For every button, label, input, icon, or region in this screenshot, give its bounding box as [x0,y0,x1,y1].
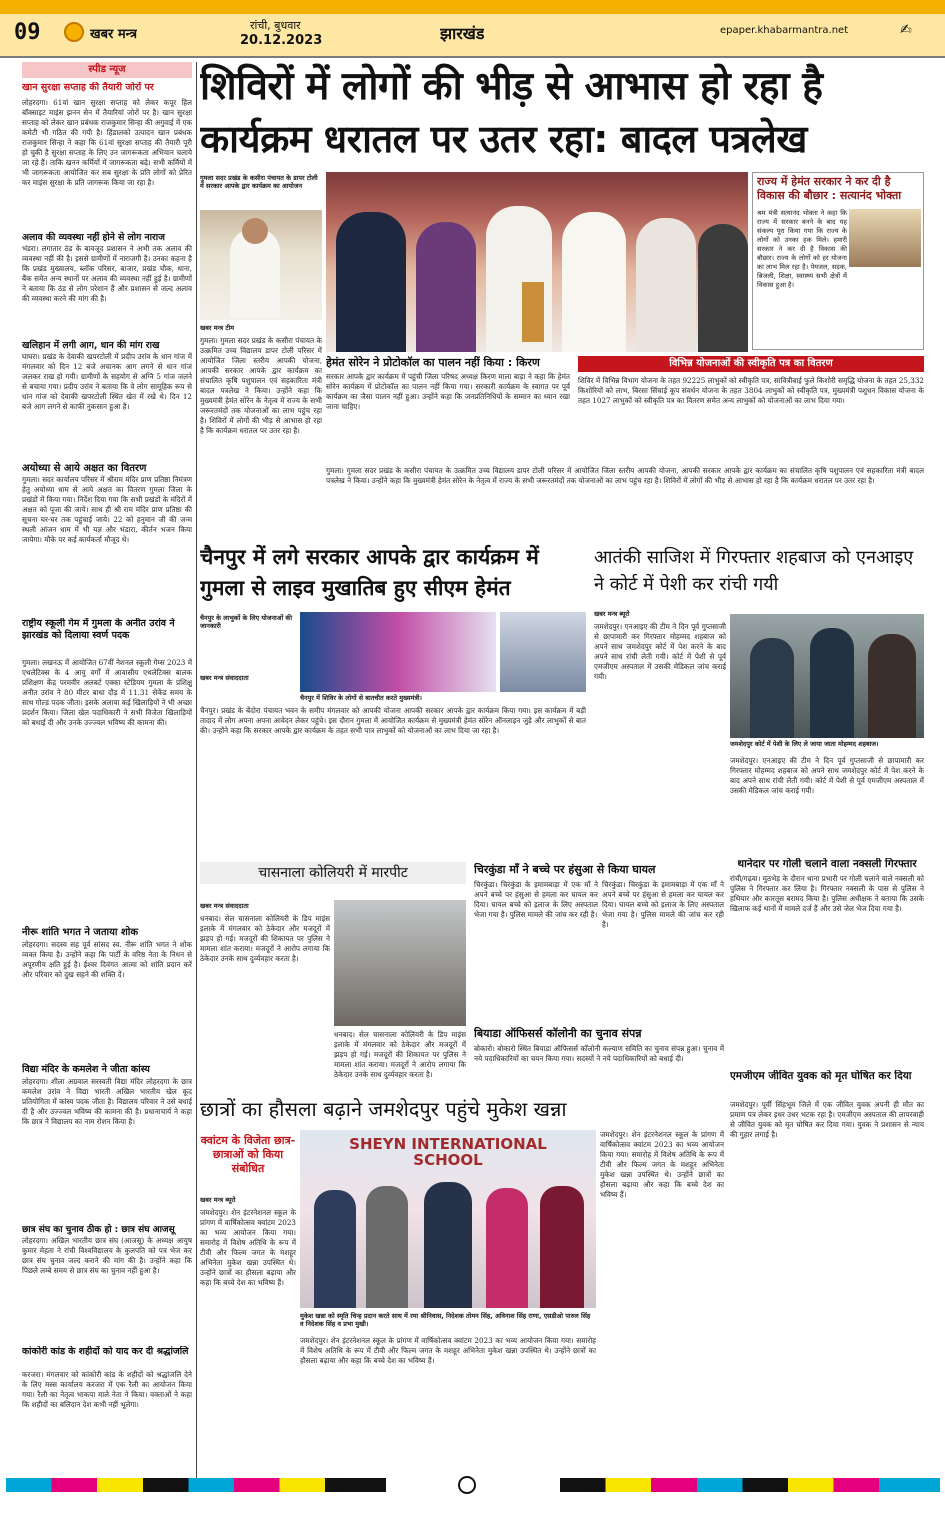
city-day: रांची, बुधवार [250,19,301,32]
bottom-photo [300,1130,596,1308]
kiran-body: सरकार आपके द्वार कार्यक्रम में पहुंची जिला परिषद अध्यक्ष किरण माला बाड़ा ने कहा कि हेमंत सोरेन कार्यक्रम में प्रोटोकॉल का पालन नहीं किया गया। सरकारी कार्यक्रम के स्वागत पर पूर्व कार्यक्रम का जैसा पालन नहीं हुआ। उन्होंने कहा कि जनप्रतिनिधियों के सम्मान का ध्यान रखा जाना चाहिए। [326,372,570,411]
bottom-body-cont: जमशेदपुर। शेन इंटरनेशनल स्कूल के प्रांगण में वार्षिकोत्सव क्वांटम 2023 का भव्य आयोजन किया गया। समारोह में विशेष अतिथि के रूप में टीवी और फिल्म जगत के मशहूर अभिनेता मुकेश खन्ना उपस्थित थे। उन्होंने छात्रों का हौसला बढ़ाया और कहा कि बच्चे देश का भविष्य हैं। [300,1336,596,1365]
brand-logo-icon [64,22,84,42]
story-title: खलिहान में लगी आग, धान की मांग राख [22,340,160,351]
bottom-subhead: क्वांटम के विजेता छात्र-छात्राओं को किया संबोधित [200,1134,296,1175]
footer-color-bar [0,1448,945,1517]
right-box-body: श्रम मंत्री सत्यानंद भोक्ता ने कहा कि राज्य में सरकार बनने के बाद यह संकल्प पूरा किया गया कि राज्य के लोगों को उनका हक मिले। हमारी सरकार ने कर दी है विकास की बौछार। राज्य के लोगों को हर योजना का लाभ मिल रहा है। पेयजल, सड़क, बिजली, शिक्षा, स्वास्थ्य सभी क्षेत्रों में विकास हुआ है। [757,209,847,289]
story-body: लोहरदगा। शीला अग्रवाल सरस्वती विद्या मंदिर लोहरदगा के छात्र कमलेश उरांव ने विद्या भारती अखिल भारतीय खेल कूद प्रतियोगिता में कांस्य पदक जीता है। विद्यालय परिवार ने उसे बधाई दी है और उज्ज्वल भविष्य की कामना की है। प्रधानाचार्य ने कहा कि छात्र ने विद्यालय का नाम रोशन किया है। [22,1077,192,1126]
story-title: कांकोरी कांड के शहीदों को याद कर दी श्रद्धांजलि [22,1346,189,1357]
story-title: अलाव की व्यवस्था नहीं होने से लोग नाराज [22,232,165,243]
chainpur-caption2: चैनपुर में शिविर के लोगों से बातचीत करते मुख्यमंत्री। [300,694,422,702]
story-body: करजरा। मंगलवार को कांकोरी कांड के शहीदों को श्रद्धांजलि देने के लिए मस्स कार्यालय करजरा में एक रैली का आयोजन किया गया। रैली का नेतृत्व भाकपा माले नेता ने किया। वक्ताओं ने कहा कि शहीदों का बलिदान देश कभी नहीं भूलेगा। [22,1370,192,1409]
story-title: विद्या मंदिर के कमलेश ने जीता कांस्य [22,1064,150,1075]
bottom-body: जमशेदपुर। शेन इंटरनेशनल स्कूल के प्रांगण में वार्षिकोत्सव क्वांटम 2023 का भव्य आयोजन किया गया। समारोह में विशेष अतिथि के रूप में टीवी और फिल्म जगत के मशहूर अभिनेता मुकेश खन्ना उपस्थित थे। उन्होंने छात्रों का हौसला बढ़ाया और कहा कि बच्चे देश का भविष्य हैं। [200,1208,296,1287]
naxal-title: थानेदार पर गोली चलाने वाला नक्सली गिरफ्तार [737,858,917,870]
biada-body: बोकारो। बोकारो स्थित बियाडा ऑफिसर्स कॉलोनी कल्याण समिति का चुनाव संपन्न हुआ। चुनाव में नये पदाधिकारियों का चयन किया गया। सदस्यों ने नये पदाधिकारियों को बधाई दी। [474,1044,724,1063]
story-title: राष्ट्रीय स्कूली गेम में गुमला के अनीत उरांव ने झारखंड को दिलाया स्वर्ण पदक [22,618,175,641]
kiran-title: हेमंत सोरेन ने प्रोटोकॉल का पालन नहीं किया : किरण [326,356,540,369]
main-event-photo [326,172,748,352]
bottom-photo-caption: मुकेश खन्ना को स्मृति चिन्ह प्रदान करते साथ में रमा श्रीनिवास, निदेशक तोमन सिंह, अविनाश सिंह राणा, एसडीओ पारुल सिंह व निदेशक सिंह व प्रभा मुखी। [300,1312,591,1328]
header-top-rule [0,0,945,14]
section-title: झारखंड [440,24,485,43]
story-body: घाघरा। प्रखंड के देवाकी खपरटोली में प्रदीप उरांव के धान गांज में मंगलवार को दिन 12 बजे अचानक आग लगने से धान गांज जलकर राख हो गयी। ग्रामीणों के सहयोग से अग्नि 5 गांज जलने से बचाया गया। प्रदीप उरांव ने बताया कि वे लोग सामूहिक रूप से धान गांज को देवाकी खपरटोली स्थित खेत में रखे थे। दिन 12 बजे आग लगने से काफी नुकसान हुआ है। [22,352,192,411]
right-box-photo [849,209,921,267]
amg-body: जमशेदपुर। पूर्वी सिंहभूम जिले में एक जीवित युवक अपनी ही मौत का प्रमाण पत्र लेकर इधर उधर भटक रहा है। एमजीएम अस्पताल की लापरवाही से जीवित युवक को मृत घोषित कर दिया गया। युवक ने प्रशासन से न्याय की गुहार लगाई है। [730,1100,924,1139]
story-body: गुमला। लखनऊ में आयोजित 67वीं नेशनल स्कूली गेम्स 2023 में एथलेटिक्स के 4 आयु वर्गों में आवासीय एथलेटिक्स बालक प्रशिक्षण केंद्र परमवीर अलबर्ट एक्का स्टेडियम गुमला के प्रशिक्षु अनीत उरांव ने 80 मीटर बाधा दौड़ में 11.31 सेकेंड समय के साथ गोल्ड पदक जीता। इसके अलावा कई खिलाड़ियों ने भी अच्छा प्रदर्शन किया। जिला खेल पदाधिकारी ने सभी विजेता खिलाड़ियों को बधाई दी और उनके उज्ज्वल भविष्य की कामना की। [22,658,192,727]
bottom-dateline: खबर मन्त्र ब्यूरो [200,1196,236,1204]
chainpur-body: चैनपुर। प्रखंड के बेंदोरा पंचायत भवन के समीप मंगलवार को आपकी योजना आपकी सरकार आपके द्वार कार्यक्रम किया गया। इस कार्यक्रम में बड़ी तादाद में लोग अपना अपना आवेदन लेकर पहुंचे। इस दौरान गुमला में आयोजित कार्यक्रम से मुख्यमंत्री हेमंत सोरेन ऑनलाइन जुड़े और लाभुकों से बात की। उन्होंने कहा कि सरकार आपके द्वार कार्यक्रम के तहत सभी पात्र लाभुकों को योजनाओं का लाभ दिया जा रहा है। [200,706,586,735]
story-title: खान सुरक्षा सप्ताह की तैयारी जोरों पर [22,82,154,93]
chainpur-photo [300,612,496,692]
terror-body-cont: जमशेदपुर। एनआइए की टीम ने दिन पूर्व गुप्तसाजी से छापामारी कर गिरफ्तार मोहम्मद शहबाज को अपने साथ जमशेदपुर कोर्ट में पेश करने के बाद अपने साथ रांची लेती गयी। कोर्ट में पेशी से पूर्व एमजीएम अस्पताल में उसकी मेडिकल जांच कराई गयी। [730,756,924,795]
header-bottom-rule [0,56,945,58]
story-body: लोहरदगा। 61वां खान सुरक्षा सप्ताह को लेकर कपूर हिल बॉक्साइट माइंस झनन सेन में तैयारियां जोरों पर है। खान सुरक्षा सप्ताह को लेकर खान प्रबंधक राजकुमार सिन्हा की अगुवाई में एक कमेटी भी गठित की गयी है। हिंडालको उत्पादन खान प्रबंधक राजकुमार सिन्हा ने कहा कि 61वां सुरक्षा सप्ताह की तैयारी पूरी हो चुकी है सुरक्षा सप्ताह के लिए उन जागरूकता अभियान चलाये जा रहे हैं। ताकि खनन कर्मियों में जागरूकता बढ़े। सभी कर्मियों में भी जागरूकता आयोजित कर सब सुरक्षा के प्रति लोगों को प्रेरित कर माइंस सुरक्षा के प्रति जागरूक किया जा रहा है। [22,98,192,187]
inset-photo [200,210,322,320]
chasnala-photo [334,900,466,1026]
left-column [22,62,192,1492]
main-continued-body: गुमला। गुमला सदर प्रखंड के कसीरा पंचायत के उत्क्रमित उच्च विद्यालय डापर टोली परिसर में आयोजित जिला स्तरीय आपकी योजना, आपकी सरकार आपके द्वार कार्यक्रम का संचालित कृषि पशुपालन एवं सहकारिता मंत्री बादल पत्रलेख ने किया। उन्होंने कहा कि मुख्यमंत्री हेमंत सोरेन के नेतृत्व में राज्य के सभी जरूरतमंदों तक योजनाओं का लाभ पहुंच रहा है। शिविरों में लोगों की भीड़ से आभास हो रहा है कि कार्यक्रम धरातल पर उतर रहा है। [326,466,924,485]
chainpur-photo2 [500,612,586,692]
header [0,0,945,56]
cursor-icon: ✍ [900,22,912,38]
story-body: लोहरदगा। सदस्य सह पूर्व सांसद स्व. नीरू शांति भगत ने शोक व्यक्त किया है। उन्होंने कहा कि पार्टी के वरिष्ठ नेता के निधन से अपूरणीय क्षति हुई है। ईश्वर दिवंगत आत्मा को शांति प्रदान करें और परिवार को दुख सहने की शक्ति दें। [22,940,192,979]
inset-caption: गुमला सदर प्रखंड के कसीरा पंचायत के डापर टोली में सरकार आपके द्वार कार्यक्रम का आयोजन [200,174,318,190]
terror-headline: आतंकी साजिश में गिरफ्तार शहबाज को एनआइए ने कोर्ट में पेशी कर रांची गयी [594,547,914,595]
page-number: 09 [14,20,41,45]
story-body: भंडरा। लगातार ठंड के बावजूद प्रशासन ने अभी तक अलाव की व्यवस्था नहीं की है। इससे ग्रामीणों में नाराजगी है। उनका कहना है कि प्रखंड मुख्यालय, ब्लॉक परिसर, बाजार, प्रखंड चौक, थाना, बैंक समेत अन्य स्थानों पर अलाव की व्यवस्था नहीं हुई है। ग्रामीणों ने बताया कि ठंड से लोग परेशान हैं और प्रशासन से जल्द अलाव की व्यवस्था करने की मांग की है। [22,244,192,303]
main-headline-line2: कार्यक्रम धरातल पर उतर रहा: बादल पत्रलेख [200,117,807,161]
chasnala-body: धनबाद। सेल चासनाला कोलियरी के डिप माइंस इलाके में मंगलवार को ठेकेदार और मजदूरों में झड़प हो गई। मजदूरों की शिकायत पर पुलिस ने मामला शांत कराया। मजदूरों ने आरोप लगाया कि ठेकेदार उनके साथ दुर्व्यवहार करता है। [200,914,330,963]
main-headline-line1: शिविरों में लोगों की भीड़ से आभास हो रहा है [200,64,823,109]
terror-dateline: खबर मन्त्र ब्यूरो [594,610,630,618]
biada-title: बियाडा ऑफिसर्स कॉलोनी का चुनाव संपन्न [474,1027,642,1040]
registration-mark-icon [458,1476,476,1494]
chirkunda-body: चिरकुंडा। चिरकुंडा के इमामबाड़ा में एक माँ ने अपने बच्चे पर हंसुआ से हमला कर घायल कर दिया। घायल बच्चे को इलाज के लिए अस्पताल भेजा गया है। पुलिस मामले की जांच कर रही है। [474,880,598,919]
chirkunda-title: चिरकुंडा माँ ने बच्चे पर हंसुआ से किया घायल [474,863,656,876]
chasnala-body-cont: धनबाद। सेल चासनाला कोलियरी के डिप माइंस इलाके में मंगलवार को ठेकेदार और मजदूरों में झड़प हो गई। मजदूरों की शिकायत पर पुलिस ने मामला शांत कराया। मजदूरों ने आरोप लगाया कि ठेकेदार उनके साथ दुर्व्यवहार करता है। [334,1030,466,1079]
story-title: छात्र संघ का चुनाव ठीक हो : छात्र संघ आजसू [22,1225,175,1235]
bottom-headline: छात्रों का हौसला बढ़ाने जमशेदपुर पहुंचे मुकेश खन्ना [200,1097,567,1121]
issue-date: 20.12.2023 [240,33,323,48]
chasnala-dateline: खबर मन्त्र संवाददाता [200,902,249,910]
scheme-body: शिविर में विभिन्न विभाग योजना के तहत 92225 लाभुकों को स्वीकृति पत्र, सावित्रीबाई फुले किशोरी समृद्धि योजना के तहत 25,332 किशोरियों को लाभ, बिरसा सिंचाई कूप संवर्धन योजना के तहत 3804 लाभुकों को स्वीकृति पत्र, मुख्यमंत्री पशुधन विकास योजना के तहत 1027 लाभुकों को स्वीकृति पत्र का वितरण समेत अन्य लाभुकों को योजनाओं का लाभ दिया गया। [578,376,924,405]
chainpur-dateline: खबर मन्त्र संवाददाता [200,674,249,682]
story-title: अयोध्या से आये अक्षत का वितरण [22,463,147,474]
chainpur-caption1: चैनपुर के लाभुकों के लिए योजनाओं की जानकारी [200,614,292,630]
speed-news-banner: स्पीड न्यूज [22,62,192,78]
chirkunda-body-cont: चिरकुंडा। चिरकुंडा के इमामबाड़ा में एक माँ ने अपने बच्चे पर हंसुआ से हमला कर घायल कर दिया। घायल बच्चे को इलाज के लिए अस्पताल भेजा गया है। पुलिस मामले की जांच कर रही है। [602,880,724,929]
photo-sign: SHEYN INTERNATIONAL SCHOOL [349,1136,547,1168]
terror-photo-caption: जमशेदपुर कोर्ट में पेशी के लिए ले जाया जाता मोहम्मद शहबाज। [730,740,879,748]
main-story-body: गुमला। गुमला सदर प्रखंड के कसीरा पंचायत के उत्क्रमित उच्च विद्यालय डापर टोली परिसर में आयोजित जिला स्तरीय आपकी योजना, आपकी सरकार आपके द्वार कार्यक्रम का संचालित कृषि पशुपालन एवं सहकारिता मंत्री बादल पत्रलेख ने किया। उन्होंने कहा कि मुख्यमंत्री हेमंत सोरेन के नेतृत्व में राज्य के सभी जरूरतमंदों तक योजनाओं का लाभ पहुंच रहा है। शिविरों में लोगों की भीड़ से आभास हो रहा है कि कार्यक्रम धरातल पर उतर रहा है। [200,336,322,435]
bottom-body-right: जमशेदपुर। शेन इंटरनेशनल स्कूल के प्रांगण में वार्षिकोत्सव क्वांटम 2023 का भव्य आयोजन किया गया। समारोह में विशेष अतिथि के रूप में टीवी और फिल्म जगत के मशहूर अभिनेता मुकेश खन्ना उपस्थित थे। उन्होंने छात्रों का हौसला बढ़ाया और कहा कि बच्चे देश का भविष्य हैं। [600,1130,724,1199]
column-divider [196,62,197,1492]
right-box [752,172,924,350]
terror-photo [730,614,924,738]
story-title: नीरू शांति भगत ने जताया शोक [22,927,139,938]
amg-title: एमजीएम जीवित युवक को मृत घोषित कर दिया [730,1070,912,1082]
right-box-title: राज्य में हेमंत सरकार ने कर दी है विकास की बौछार : सत्यानंद भोक्ता [757,175,902,202]
scheme-title: विभिन्न योजनाओं की स्वीकृति पत्र का वितरण [578,356,924,372]
naxal-body: रांची/गढ़वा। मुठभेड़ के दौरान थाना प्रभारी पर गोली चलाने वाले नक्सली को पुलिस ने गिरफ्तार कर लिया है। गिरफ्तार नक्सली के पास से पुलिस ने हथियार और कारतूस बरामद किया है। पुलिस अधीक्षक ने बताया कि उसके खिलाफ कई थानों में मामले दर्ज हैं और उसे जेल भेज दिया गया है। [730,874,924,913]
chasnala-title: चासनाला कोलियरी में मारपीट [200,862,466,884]
chainpur-headline: चैनपुर में लगे सरकार आपके द्वार कार्यक्रम में गुमला से लाइव मुखातिब हुए सीएम हेमंत [200,545,539,600]
story-body: गुमला। सदर कार्यालय परिसर में श्रीराम मंदिर प्राण प्रतिष्ठा निमंत्रण हेतु अयोध्या धाम से आये अक्षत का वितरण गुमला जिला के प्रखंडों में किया गया। निर्देश दिया गया कि सभी प्रखंडों के मंदिरों में अक्षत को पूजा की जाये। साथ ही श्री राम मंदिर प्राण प्रतिष्ठा की सूचना घर-घर तक पहुंचाई जाये। 22 को हनुमान जी की जन्म स्थली आंजन धाम में भी यज्ञ और भंडारा, कीर्तन भजन किया जायेगा। मौके पर कई कार्यकर्ता मौजूद थे। [22,475,192,544]
story-body: लोहरदगा। अखिल भारतीय छात्र संघ (आजसू) के अध्यक्ष आयुष कुमार मेहता ने रांची विश्वविद्यालय के कुलपति को पत्र भेज कर छात्र संघ चुनाव जल्द कराने की मांग की है। उन्होंने कहा कि पिछले लम्बे समय से छात्र संघ का चुनाव नहीं हुआ है। [22,1236,192,1275]
main-dateline: खबर मन्त्र टीम [200,324,235,332]
terror-body: जमशेदपुर। एनआइए की टीम ने दिन पूर्व गुप्तसाजी से छापामारी कर गिरफ्तार मोहम्मद शहबाज को अपने साथ जमशेदपुर कोर्ट में पेश करने के बाद अपने साथ रांची लेती गयी। कोर्ट में पेशी से पूर्व एमजीएम अस्पताल में उसकी मेडिकल जांच कराई गयी। [594,622,726,681]
brand-name: खबर मन्त्र [90,27,138,42]
website-url[interactable]: epaper.khabarmantra.net [720,25,849,36]
